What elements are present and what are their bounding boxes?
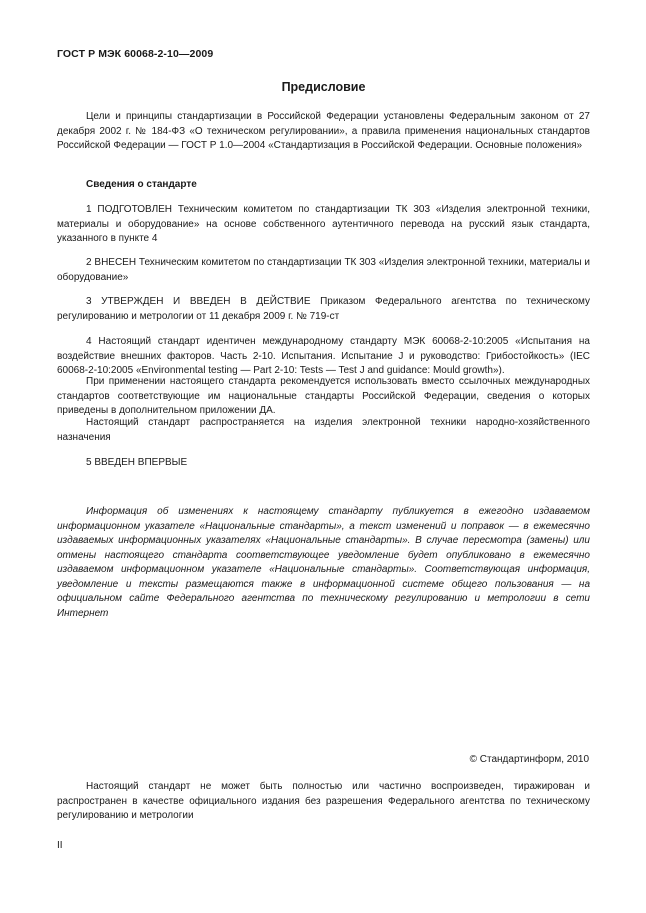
item-1: 1 ПОДГОТОВЛЕН Техническим комитетом по стандартизации ТК 303 «Изделия электронной техники, материалы и оборудование» на основе собственного аутентичного перевода на русский язык стандарта, указанного в пункте 4 — [57, 204, 590, 244]
item-2: 2 ВНЕСЕН Техническим комитетом по стандартизации ТК 303 «Изделия электронной техники, материалы и оборудование» — [57, 257, 590, 283]
copyright: © Стандартинформ, 2010 — [469, 754, 589, 765]
info-notice: Информация об изменениях к настоящему стандарту публикуется в ежегодно издаваемом информационном указателе «Национальные стандарты», а текст изменений и поправок — в ежемесячно издаваемых информационных указателях «Национальные стандарты». В случае пересмотра (замены) или отмены настоящего стандарта соответствующее уведомление будет опубликовано в ежемесячно издаваемом информационном указателе «Национальные стандарты». Соответствующая информация, уведомление и тексты размещаются также в информационной системе общего пользования — на официальном сайте Федерального агентства по техническому регулированию и метрологии в сети Интернет — [57, 506, 590, 619]
item-4-note: При применении настоящего стандарта рекомендуется использовать вместо ссылочных международных стандартов соответствующие им национальные стандарты Российской Федерации, сведения о которых приведены в дополнительном приложении ДА. — [57, 376, 590, 416]
item-3: 3 УТВЕРЖДЕН И ВВЕДЕН В ДЕЙСТВИЕ Приказом Федерального агентства по техническому регулированию и метрологии от 11 декабря 2009 г. № 719-ст — [57, 296, 590, 322]
document-code-header: ГОСТ Р МЭК 60068-2-10—2009 — [57, 48, 214, 60]
intro-paragraph: Цели и принципы стандартизации в Российской Федерации установлены Федеральным законом от 27 декабря 2002 г. № 184-ФЗ «О техническом регулировании», а правила применения национальных стандартов Российской Федерации — ГОСТ Р 1.0—2004 «Стандартизация в Российской Федерации. Основные положения» — [57, 111, 590, 151]
item-4-scope: Настоящий стандарт распространяется на изделия электронной техники народно-хозяйственного назначения — [57, 417, 590, 443]
item-4: 4 Настоящий стандарт идентичен международному стандарту МЭК 60068-2-10:2005 «Испытания на воздействие внешних факторов. Часть 2-10. Испытания. Испытание J и руководство: Грибостойкость» (IEC 60068-2-10:2005 «Environmental testing — Part 2-10: Tests — Test J and guidance: Mould growth»). — [57, 336, 590, 376]
section-title: Сведения о стандарте — [86, 179, 197, 190]
footer-notice: Настоящий стандарт не может быть полностью или частично воспроизведен, тиражирован и распространен в качестве официального издания без разрешения Федерального агентства по техническому регулированию и метрологии — [57, 781, 590, 821]
page-title: Предисловие — [281, 80, 366, 94]
item-5: 5 ВВЕДЕН ВПЕРВЫЕ — [86, 457, 188, 468]
page-number: II — [57, 840, 63, 851]
